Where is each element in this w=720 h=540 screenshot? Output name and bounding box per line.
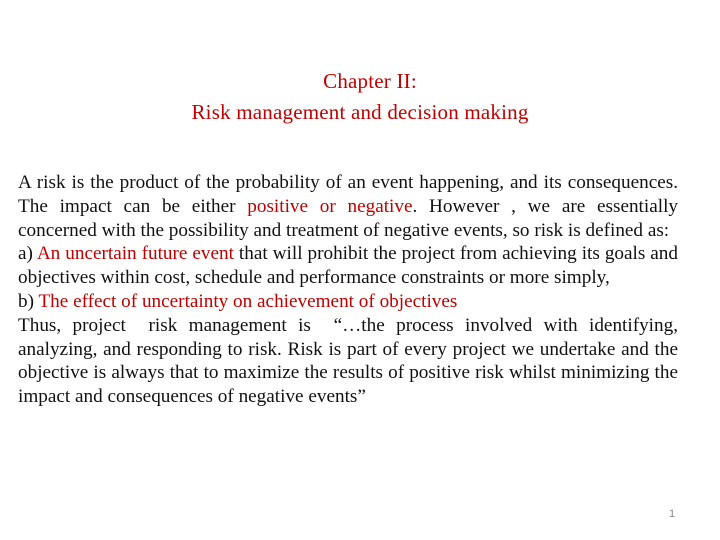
risk-management-quote: Thus, project risk management is “…the process involved with identifying, analyzing, and responding to risk. Risk is part of every project we undertake and the objective is always that to maximize the results of positive risk whilst minimizing the impact and consequences of negative events” [18, 314, 683, 408]
definition-item-b [18, 290, 678, 314]
positive-negative-highlight: positive or negative [247, 195, 413, 217]
item-a-prefix: a) [18, 243, 37, 265]
slide-body [18, 171, 683, 409]
risk-definition-text-continued: . However , we are essentially concerned with the possibility and treatment of negative events, so risk is defined as: [18, 195, 678, 241]
risk-definition-text: A risk is the product of the probability of an event happening, and its consequences. The impact can be either [18, 172, 678, 217]
item-b-prefix: b) [18, 290, 39, 312]
slide-title [0, 66, 720, 128]
page-number: 1 [668, 508, 676, 520]
definition-item-a [18, 242, 678, 290]
chapter-subtitle: Risk management and decision making [191, 100, 529, 124]
item-a-text: that will prohibit the project from achieving its goals and objectives within cost, schedule and performance constraints or more simply, [18, 243, 678, 289]
risk-definition-paragraph [18, 171, 678, 242]
item-b-highlight: The effect of uncertainty on achievement of objectives [38, 290, 458, 312]
item-a-highlight: An uncertain future event [36, 243, 234, 265]
chapter-heading: Chapter II: [323, 69, 417, 93]
